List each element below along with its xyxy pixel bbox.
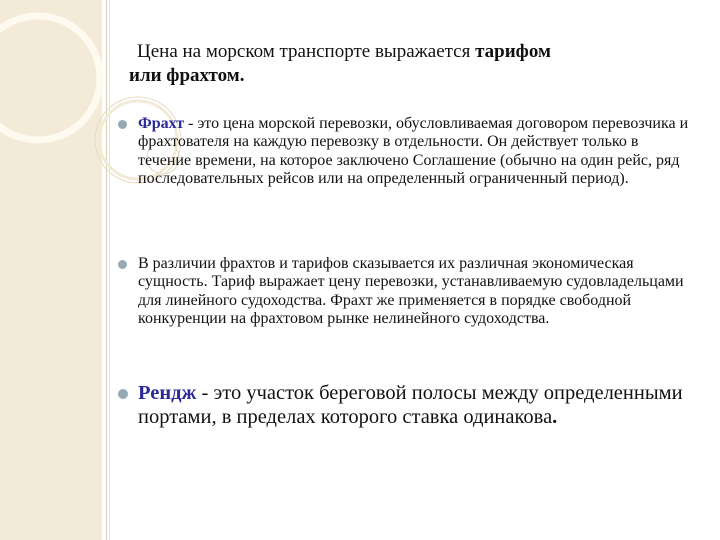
bullet-freight-definition: - это цена морской перевозки, обусловливаемая договором перевозчика и фрахтователя на каждую перевозку в отдельности. Он действует только в течение времени, на которое заключено Соглашение (обычно на один рейс, ряд последовательных рейсов или на определенный ограниченный период). bbox=[138, 115, 689, 188]
slide-content bbox=[118, 0, 708, 540]
term-freight: Фрахт bbox=[138, 115, 185, 132]
intro-keyword-tariff: тарифом bbox=[475, 41, 551, 62]
bullet-range bbox=[118, 381, 693, 429]
bullet-range-text bbox=[138, 381, 693, 429]
bullet-range-definition: - это участок береговой полосы между определенными портами, в пределах которого ставка одинакова bbox=[138, 382, 683, 428]
bullet-dot bbox=[118, 120, 127, 129]
bullet-freight bbox=[118, 115, 693, 189]
bullet-freight-text bbox=[138, 115, 693, 189]
bullet-difference-text: В различии фрахтов и тарифов сказывается их различная экономическая сущность. Тариф выражает цену перевозки, устанавливаемую судовладельцами для линейного судоходства. Фрахт же применяется в порядке свободной конкуренции на фрахтовом рынке нелинейного судоходства. bbox=[138, 255, 684, 328]
ring-large bbox=[0, 16, 100, 140]
intro-keyword-freight: или фрахтом. bbox=[129, 65, 245, 86]
intro-paragraph bbox=[118, 40, 698, 88]
intro-lead-text: Цена на морском транспорте выражается bbox=[137, 41, 471, 62]
intro-line-1 bbox=[118, 40, 698, 64]
bullet-range-end: . bbox=[552, 406, 558, 428]
bullet-dot bbox=[118, 260, 127, 269]
bullet-difference bbox=[118, 255, 693, 329]
bullet-dot bbox=[118, 389, 128, 399]
term-range: Рендж bbox=[138, 382, 197, 404]
